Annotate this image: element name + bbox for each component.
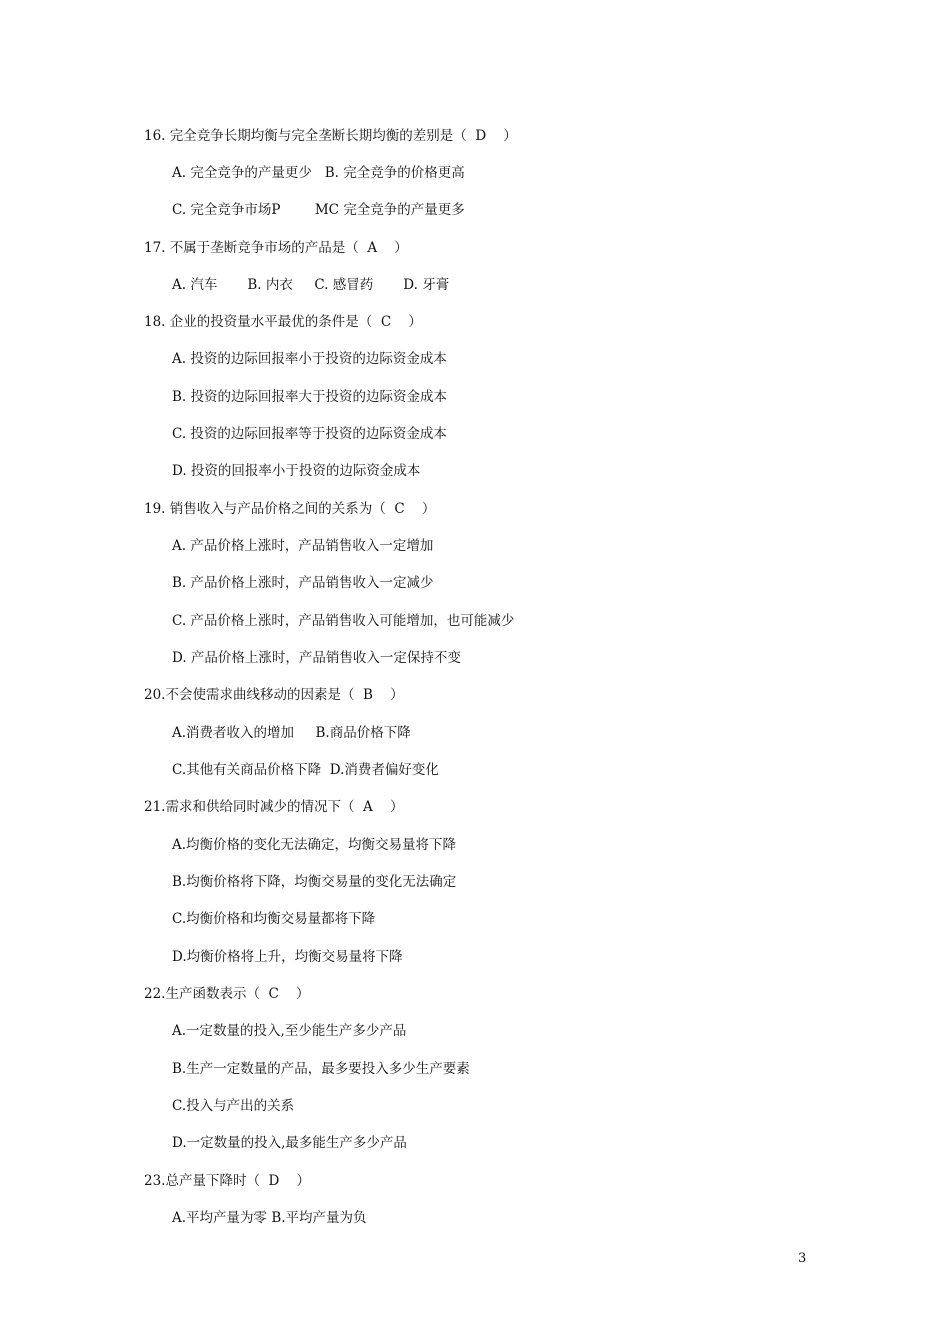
question-18: 18. 企业的投资量水平最优的条件是（ C ） [144,314,422,330]
option-line: D.一定数量的投入,最多能生产多少产品 [172,1135,407,1151]
question-19: 19. 销售收入与产品价格之间的关系为（ C ） [144,501,436,517]
option-line: B.均衡价格将下降，均衡交易量的变化无法确定 [172,874,457,890]
option-line: D. 产品价格上涨时，产品销售收入一定保持不变 [172,650,461,666]
option-line: C. 完全竞争市场P MC 完全竞争的产量更多 [172,202,465,218]
question-20: 20.不会使需求曲线移动的因素是（ B ） [144,687,404,703]
option-line: B.生产一定数量的产品，最多要投入多少生产要素 [172,1061,470,1077]
option-line: C. 投资的边际回报率等于投资的边际资金成本 [172,426,447,442]
option-line: A.平均产量为零 B.平均产量为负 [172,1210,367,1226]
option-line: C.投入与产出的关系 [172,1098,295,1114]
option-line: A. 汽车 B. 内衣 C. 感冒药 D. 牙膏 [172,277,450,293]
question-16: 16. 完全竞争长期均衡与完全垄断长期均衡的差别是（ D ） [144,128,517,144]
question-17: 17. 不属于垄断竞争市场的产品是（ A ） [144,240,408,256]
question-22: 22.生产函数表示（ C ） [144,986,310,1002]
option-line: A. 投资的边际回报率小于投资的边际资金成本 [172,351,447,367]
option-line: A.消费者收入的增加 B.商品价格下降 [172,725,411,741]
option-line: A.均衡价格的变化无法确定，均衡交易量将下降 [172,837,457,853]
option-line: A. 完全竞争的产量更少 B. 完全竞争的价格更高 [172,165,465,181]
option-line: D. 投资的回报率小于投资的边际资金成本 [172,463,421,479]
option-line: A.一定数量的投入,至少能生产多少产品 [172,1023,407,1039]
question-23: 23.总产量下降时（ D ） [144,1173,311,1189]
option-line: A. 产品价格上涨时，产品销售收入一定增加 [172,538,434,554]
option-line: D.均衡价格将上升，均衡交易量将下降 [172,949,403,965]
option-line: C. 产品价格上涨时，产品销售收入可能增加，也可能减少 [172,613,515,629]
option-line: B. 投资的边际回报率大于投资的边际资金成本 [172,389,448,405]
option-line: B. 产品价格上涨时，产品销售收入一定减少 [172,575,434,591]
option-line: C.其他有关商品价格下降 D.消费者偏好变化 [172,762,439,778]
question-21: 21.需求和供给同时减少的情况下（ A ） [144,799,404,815]
page-number: 3 [798,1251,807,1266]
option-line: C.均衡价格和均衡交易量都将下降 [172,911,376,927]
